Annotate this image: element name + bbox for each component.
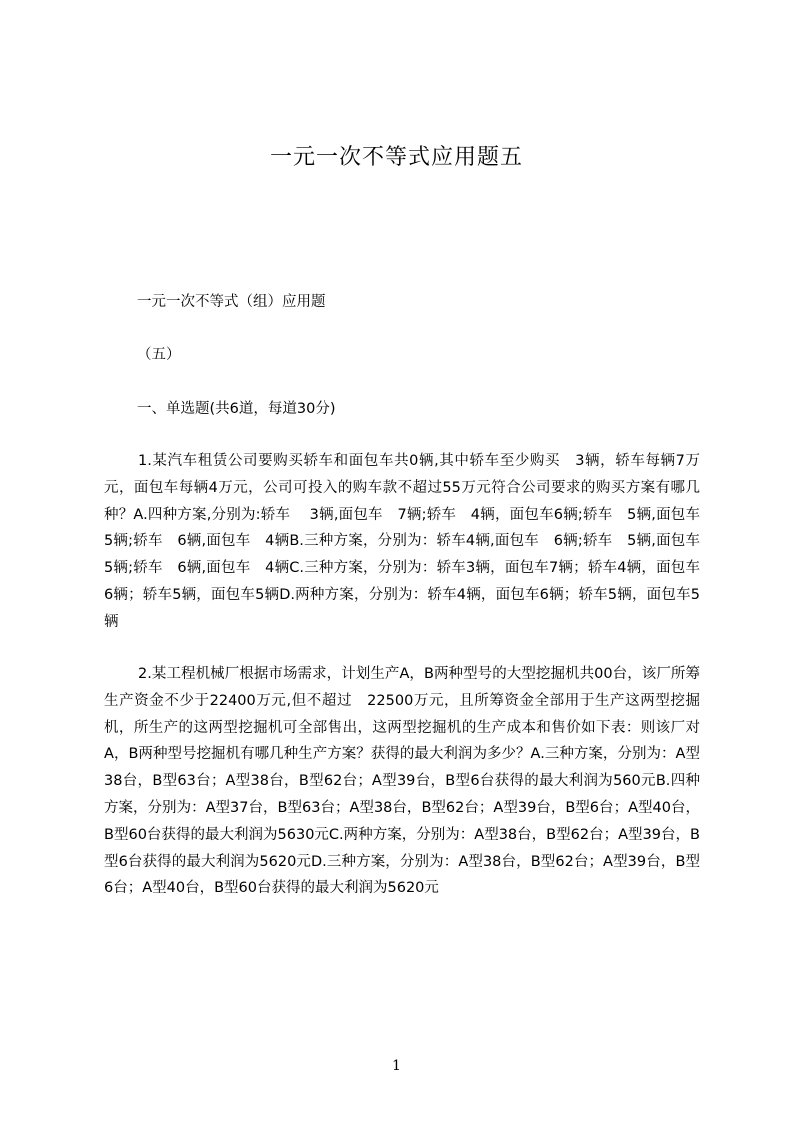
question-1: 1.某汽车租赁公司要购买轿车和面包车共0辆,其中轿车至少购买 3辆，轿车每辆7万元，面包车每辆4万元，公司可投入的购车款不超过55万元符合公司要求的购买方案有哪几种？A.四种方案,分别为:轿车 3辆,面包车 7辆;轿车 4辆，面包车6辆;轿车 5辆,面包车 5辆;轿车 6辆,面包车 4辆B.三种方案，分别为：轿车4辆,面包车 6辆;轿车 5辆,面包车 5辆;轿车 6辆,面包车 4辆C.三种方案，分别为：轿车3辆，面包车7辆；轿车4辆，面包车6辆；轿车5辆，面包车5辆D.两种方案，分别为：轿车4辆，面包车6辆；轿车5辆，面包车5辆 [104,453,715,630]
document-title: 一元一次不等式应用题五 [269,145,523,170]
document-subtitle: 一元一次不等式（组）应用题 [137,294,326,310]
question-2: 2.某工程机械厂根据市场需求，计划生产A，B两种型号的大型挖掘机共00台，该厂所筹生产资金不少于22400万元,但不超过 22500万元，且所筹资金全部用于生产这两型挖掘机，所生产的这两型挖掘机可全部售出，这两型挖掘机的生产成本和售价如下表：则该厂对A，B两种型号挖掘机有哪几种生产方案？获得的最大利润为多少？A.三种方案，分别为：A型38台，B型63台；A型38台，B型62台；A型39台，B型6台获得的最大利润为560元B.四种方案，分别为：A型37台，B型63台；A型38台，B型62台；A型39台，B型6台；A型40台，B型60台获得的最大利润为5630元C.两种方案，分别为：A型38台，B型62台；A型39台，B型6台获得的最大利润为5620元D.三种方案，分别为：A型38台，B型62台；A型39台，B型6台；A型40台，B型60台获得的最大利润为5620元 [104,666,700,897]
page-number: 1 [392,1058,401,1074]
section-heading: 一、单选题(共6道，每道30分) [137,401,336,417]
part-label: （五） [137,347,181,363]
